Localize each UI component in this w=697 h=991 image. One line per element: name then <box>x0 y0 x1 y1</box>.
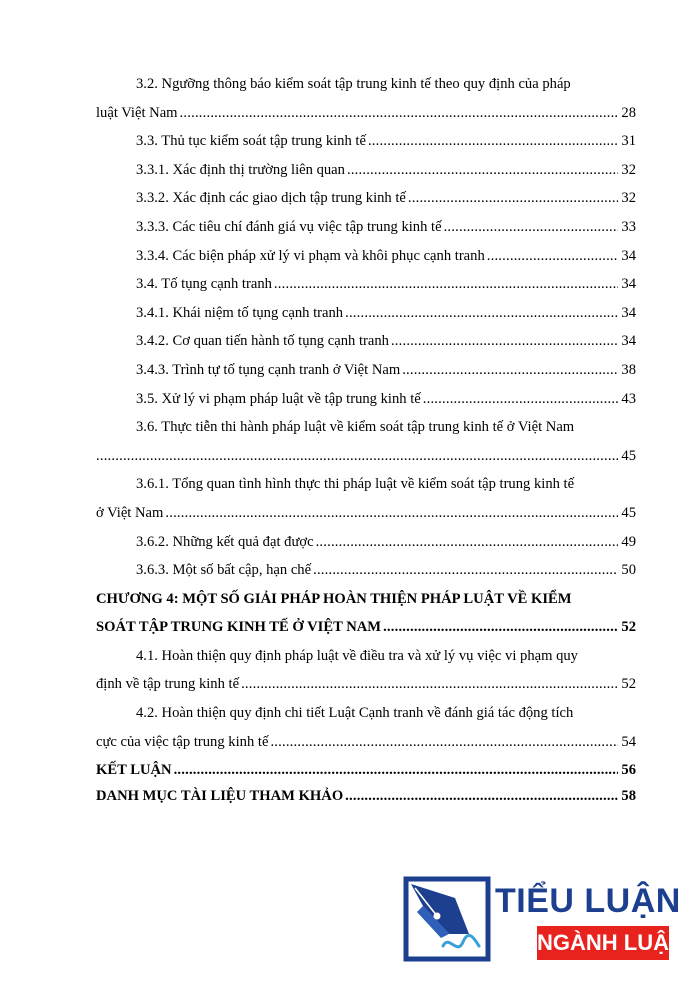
toc-entry-title: 3.4.1. Khái niệm tố tụng cạnh tranh <box>136 304 344 321</box>
dot-leader <box>345 785 618 807</box>
dot-leader <box>313 556 618 585</box>
toc-page-number: 50 <box>621 562 636 579</box>
toc-page-number: 34 <box>621 276 636 293</box>
toc-page-number: 54 <box>621 733 636 750</box>
toc-page-number: 49 <box>621 533 636 550</box>
dot-leader <box>402 356 618 385</box>
toc-chapter-4[interactable] <box>96 613 636 642</box>
toc-entry-3-6-1-line1: 3.6.1. Tổng quan tình hình thực thi pháp luật về kiểm soát tập trung kinh tế <box>136 476 575 493</box>
logo-subtitle: NGÀNH LUẬT <box>537 926 669 960</box>
toc-entry-title: ở Việt Nam <box>96 504 164 521</box>
toc-page-number: 34 <box>621 247 636 264</box>
toc-entry-3-6-2[interactable] <box>96 528 636 557</box>
toc-page-number: 28 <box>621 104 636 121</box>
toc-entry-3-3-1[interactable] <box>96 156 636 185</box>
table-of-contents <box>96 70 636 807</box>
toc-entry-4-1[interactable] <box>96 670 636 699</box>
toc-entry-3-6-line1: 3.6. Thực tiễn thi hành pháp luật về kiểm soát tập trung kinh tế ở Việt Nam <box>136 419 575 436</box>
dot-leader <box>96 442 618 471</box>
dot-leader <box>391 327 618 356</box>
toc-page-number: 45 <box>621 447 636 464</box>
toc-page-number: 56 <box>621 762 636 779</box>
toc-conclusion[interactable] <box>96 756 636 785</box>
toc-entry-title: 3.4.3. Trình tự tố tụng cạnh tranh ở Việt Nam <box>136 361 401 378</box>
toc-entry-title: cực của việc tập trung kinh tế <box>96 733 269 750</box>
toc-entry-title: 3.3.4. Các biện pháp xử lý vi phạm và khôi phục cạnh tranh <box>136 247 485 264</box>
toc-entry-title: 3.3.3. Các tiêu chí đánh giá vụ việc tập trung kinh tế <box>136 218 442 235</box>
toc-entry-title: 3.4.2. Cơ quan tiến hành tố tụng cạnh tranh <box>136 333 389 350</box>
toc-entry-3-2-line1: 3.2. Ngưỡng thông báo kiểm soát tập trung kinh tế theo quy định của pháp <box>136 76 571 92</box>
dot-leader <box>274 270 618 299</box>
toc-entry-title: 3.5. Xử lý vi phạm pháp luật về tập trung kinh tế <box>136 390 421 407</box>
toc-entry-3-4[interactable] <box>96 270 636 299</box>
toc-entry-3-4-1[interactable] <box>96 299 636 328</box>
toc-entry-3-6-1[interactable] <box>96 499 636 528</box>
toc-entry-title: định về tập trung kinh tế <box>96 676 240 693</box>
toc-page-number: 31 <box>621 133 636 150</box>
dot-leader <box>345 299 618 328</box>
toc-entry-3-4-2[interactable] <box>96 327 636 356</box>
fountain-pen-nib-icon <box>403 876 491 962</box>
toc-page-number: 32 <box>621 161 636 178</box>
toc-entry-title: 3.3.1. Xác định thị trường liên quan <box>136 161 345 178</box>
toc-entry-3-3-4[interactable] <box>96 242 636 271</box>
toc-entry-3-6[interactable] <box>96 442 636 471</box>
toc-page-number: 34 <box>621 304 636 321</box>
toc-page-number: 33 <box>621 218 636 235</box>
toc-references[interactable] <box>96 785 636 807</box>
toc-entry-title: 3.3. Thủ tục kiểm soát tập trung kinh tế <box>136 133 366 150</box>
toc-page-number: 43 <box>621 390 636 407</box>
toc-entry-3-4-3[interactable] <box>96 356 636 385</box>
dot-leader <box>383 613 618 642</box>
toc-entry-title: 3.6.2. Những kết quả đạt được <box>136 533 314 550</box>
brand-logo <box>403 876 683 962</box>
toc-entry-3-2[interactable] <box>96 99 636 128</box>
toc-entry-3-3[interactable] <box>96 127 636 156</box>
toc-entry-4-2[interactable] <box>96 728 636 757</box>
dot-leader <box>180 99 618 128</box>
dot-leader <box>423 385 618 414</box>
dot-leader <box>444 213 618 242</box>
toc-entry-title: SOÁT TẬP TRUNG KINH TẾ Ở VIỆT NAM <box>96 619 382 636</box>
dot-leader <box>487 242 618 271</box>
dot-leader <box>368 127 618 156</box>
toc-page-number: 52 <box>621 619 636 636</box>
toc-page-number: 45 <box>621 504 636 521</box>
toc-chapter-4-line1: CHƯƠNG 4: MỘT SỐ GIẢI PHÁP HOÀN THIỆN PHÁP LUẬT VỀ KIỂM <box>96 590 572 607</box>
toc-entry-4-2-line1: 4.2. Hoàn thiện quy định chi tiết Luật Cạnh tranh về đánh giá tác động tích <box>136 705 574 722</box>
toc-page-number: 34 <box>621 333 636 350</box>
toc-entry-title: 3.6.3. Một số bất cập, hạn chế <box>136 562 312 579</box>
dot-leader <box>347 156 618 185</box>
toc-entry-3-3-3[interactable] <box>96 213 636 242</box>
dot-leader <box>174 756 618 785</box>
toc-entry-title: luật Việt Nam <box>96 104 178 121</box>
toc-entry-4-1-line1: 4.1. Hoàn thiện quy định pháp luật về điều tra và xử lý vụ việc vi phạm quy <box>136 647 578 664</box>
toc-entry-title: KẾT LUẬN <box>96 762 172 779</box>
toc-entry-3-5[interactable] <box>96 385 636 414</box>
dot-leader <box>165 499 618 528</box>
toc-page-number: 32 <box>621 190 636 207</box>
dot-leader <box>241 670 618 699</box>
toc-page-number: 38 <box>621 361 636 378</box>
toc-page-number: 58 <box>621 787 636 804</box>
toc-page-number: 52 <box>621 676 636 693</box>
toc-entry-title: 3.3.2. Xác định các giao dịch tập trung kinh tế <box>136 190 406 207</box>
toc-entry-title: DANH MỤC TÀI LIỆU THAM KHẢO <box>96 787 344 804</box>
logo-title: TIỂU LUẬN <box>495 882 681 920</box>
dot-leader <box>408 184 618 213</box>
dot-leader <box>270 728 618 757</box>
toc-entry-title: 3.4. Tố tụng cạnh tranh <box>136 276 272 293</box>
toc-entry-3-3-2[interactable] <box>96 184 636 213</box>
toc-entry-3-6-3[interactable] <box>96 556 636 585</box>
dot-leader <box>316 528 618 557</box>
